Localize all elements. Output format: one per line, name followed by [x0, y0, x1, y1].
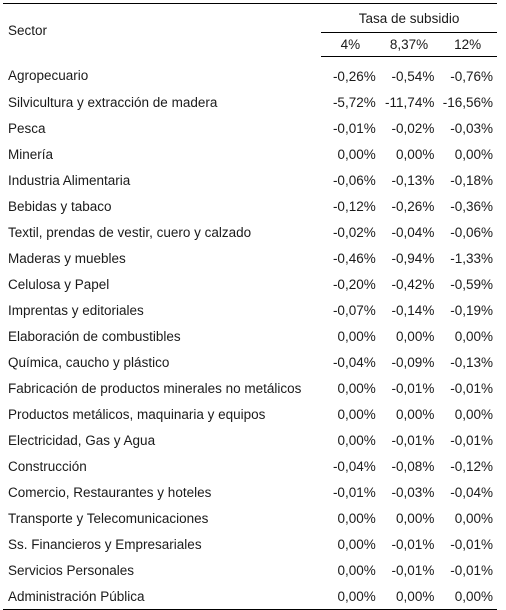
table-row — [3, 219, 497, 245]
rate-value-cell: -0,42% — [391, 276, 435, 292]
rate-value-cell: 0,00% — [337, 536, 376, 552]
rate-header-4: 4% — [321, 33, 380, 57]
rate-value-cell: -0,04% — [332, 354, 376, 370]
subsidy-rate-table — [3, 3, 497, 610]
rate-value-cell: -0,36% — [450, 198, 493, 214]
rate-value-cell: 0,00% — [380, 583, 439, 610]
table-row — [3, 297, 497, 323]
sector-name: Ss. Financieros y Empresariales — [8, 536, 202, 552]
rate-value-cell: -0,01% — [450, 380, 493, 396]
sector-name: Imprentas y editoriales — [8, 302, 144, 318]
rate-value-cell: -0,76% — [450, 68, 493, 84]
rate-value-cell: 0,00% — [454, 146, 493, 162]
rate-value-cell: 0,00% — [337, 380, 376, 396]
table-row — [3, 193, 497, 219]
rate-value-cell: 0,00% — [396, 510, 435, 526]
rate-value-cell: -0,01% — [450, 432, 493, 448]
sector-name: Silvicultura y extracción de madera — [8, 94, 218, 110]
sector-name: Química, caucho y plástico — [8, 354, 170, 370]
table-row — [3, 271, 497, 297]
rate-value-cell: -0,01% — [391, 536, 435, 552]
rate-value-cell: -1,33% — [450, 250, 493, 266]
rate-value-cell: 0,00% — [454, 510, 493, 526]
rate-value-cell: -0,09% — [391, 354, 435, 370]
rate-value-cell: 0,00% — [454, 406, 493, 422]
rate-value-cell: 0,00% — [337, 562, 376, 578]
sector-name: Industria Alimentaria — [8, 172, 131, 188]
sector-name: Agropecuario — [8, 68, 89, 84]
rate-value-cell: -0,01% — [450, 536, 493, 552]
rate-value-cell: 0,00% — [337, 510, 376, 526]
table-row — [3, 245, 497, 271]
rate-value-cell: -0,06% — [450, 224, 493, 240]
table-row — [3, 427, 497, 453]
rate-value-cell: -11,74% — [385, 94, 435, 110]
rate-value-cell: 0,00% — [337, 406, 376, 422]
rate-value-cell: 0,00% — [396, 328, 435, 344]
rate-value-cell: -0,02% — [332, 224, 376, 240]
table-row — [3, 375, 497, 401]
rate-value-cell: -0,94% — [391, 250, 435, 266]
rate-header-12: 12% — [438, 33, 497, 57]
table-row — [3, 557, 497, 583]
rate-value-cell: -0,06% — [332, 172, 376, 188]
table-row — [3, 89, 497, 115]
table-row — [3, 479, 497, 505]
rate-header-8-37: 8,37% — [380, 33, 439, 57]
sector-name: Transporte y Telecomunicaciones — [8, 510, 209, 526]
rate-value-cell: -0,01% — [391, 562, 435, 578]
rate-value-cell: -0,13% — [391, 172, 435, 188]
table-row — [3, 401, 497, 427]
rate-value-cell: -0,46% — [332, 250, 376, 266]
sector-name: Comercio, Restaurantes y hoteles — [8, 484, 212, 500]
table-row — [3, 141, 497, 167]
rate-value-cell: -0,13% — [450, 354, 493, 370]
table-row — [3, 323, 497, 349]
rate-value-cell: -0,01% — [332, 484, 376, 500]
rate-value-cell: -0,02% — [391, 120, 435, 136]
rate-value-cell: -0,26% — [391, 198, 435, 214]
rate-value-cell: 0,00% — [321, 583, 380, 610]
rate-value-cell: -0,18% — [450, 172, 493, 188]
rate-value-cell: -0,04% — [391, 224, 435, 240]
sector-name: Fabricación de productos minerales no metálicos — [8, 380, 302, 396]
rate-value-cell: -16,56% — [442, 94, 493, 110]
table-row — [3, 583, 497, 610]
sector-name: Productos metálicos, maquinaria y equipos — [8, 406, 266, 422]
sector-name: Servicios Personales — [8, 562, 135, 578]
rate-value-cell: -0,14% — [391, 302, 435, 318]
sector-name: Pesca — [8, 120, 46, 136]
table-body — [3, 57, 497, 610]
table-row — [3, 349, 497, 375]
table-row — [3, 115, 497, 141]
table-row — [3, 453, 497, 479]
rate-value-cell: -0,01% — [332, 120, 376, 136]
subsidy-rate-group-header: Tasa de subsidio — [321, 4, 497, 33]
table-row — [3, 531, 497, 557]
rate-value-cell: 0,00% — [396, 406, 435, 422]
rate-value-cell: -0,19% — [450, 302, 493, 318]
rate-value-cell: -5,72% — [332, 94, 376, 110]
rate-value-cell: 0,00% — [396, 146, 435, 162]
rate-value-cell: -0,59% — [450, 276, 493, 292]
rate-value-cell: -0,26% — [332, 68, 376, 84]
table-row — [3, 57, 497, 90]
rate-value-cell: -0,07% — [332, 302, 376, 318]
sector-name: Celulosa y Papel — [8, 276, 110, 292]
sector-name: Electricidad, Gas y Agua — [8, 432, 156, 448]
rate-value-cell: 0,00% — [438, 583, 497, 610]
sector-name: Textil, prendas de vestir, cuero y calzado — [8, 224, 252, 240]
table-row — [3, 505, 497, 531]
table-header — [3, 4, 497, 57]
rate-value-cell: -0,12% — [332, 198, 376, 214]
rate-value-cell: -0,12% — [450, 458, 493, 474]
rate-value-cell: -0,54% — [391, 68, 435, 84]
rate-value-cell: -0,01% — [391, 432, 435, 448]
rate-value-cell: -0,08% — [391, 458, 435, 474]
sector-name: Elaboración de combustibles — [8, 328, 181, 344]
rate-value-cell: -0,20% — [332, 276, 376, 292]
sector-name: Bebidas y tabaco — [8, 198, 112, 214]
rate-value-cell: 0,00% — [454, 328, 493, 344]
sector-name: Minería — [8, 146, 54, 162]
sector-name: Administración Pública — [3, 583, 321, 610]
rate-value-cell: 0,00% — [337, 328, 376, 344]
rate-value-cell: -0,01% — [450, 562, 493, 578]
table-row — [3, 167, 497, 193]
rate-value-cell: -0,04% — [450, 484, 493, 500]
rate-value-cell: -0,03% — [391, 484, 435, 500]
sector-column-header: Sector — [3, 4, 321, 57]
sector-name: Maderas y muebles — [8, 250, 126, 266]
rate-value-cell: -0,03% — [450, 120, 493, 136]
rate-value-cell: 0,00% — [337, 146, 376, 162]
rate-value-cell: -0,01% — [391, 380, 435, 396]
rate-value-cell: -0,04% — [332, 458, 376, 474]
rate-value-cell: 0,00% — [337, 432, 376, 448]
sector-name: Construcción — [8, 458, 87, 474]
